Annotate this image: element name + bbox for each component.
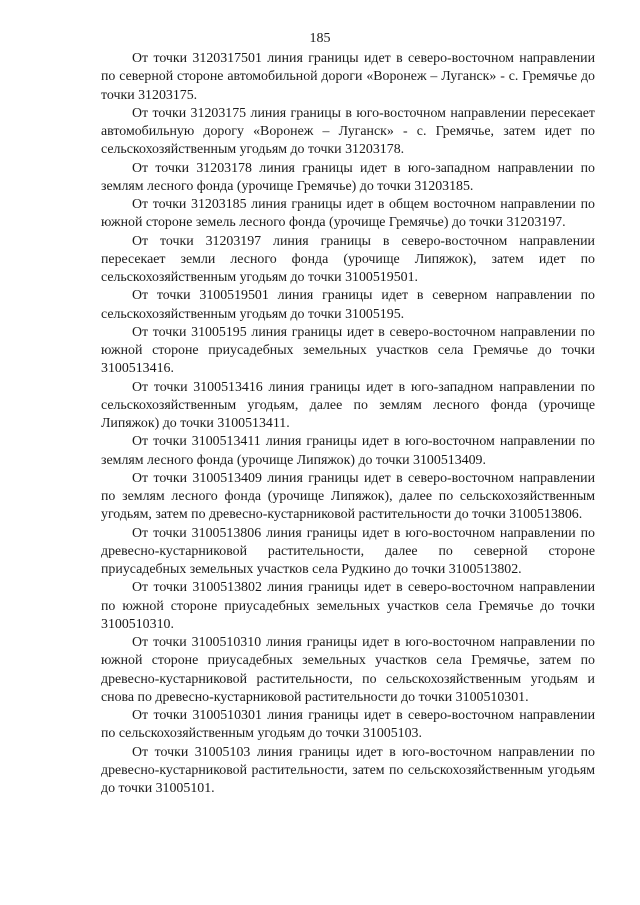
paragraph: От точки 31005195 линия границы идет в северо-восточном направлении по южной стороне приусадебных земельных участков села Гремячье до точки 3100513416. bbox=[101, 324, 595, 377]
paragraph: От точки 3100510301 линия границы идет в северо-восточном направлении по сельскохозяйственным угодьям до точки 31005103. bbox=[101, 708, 595, 742]
paragraph: От точки 31203197 линия границы в северо-восточном направлении пересекает земли лесного фонда (урочище Липяжок), затем идет по сельскохозяйственным угодьям до точки 3100519501. bbox=[101, 233, 595, 285]
paragraph: От точки 3100513409 линия границы идет в северо-восточном направлении по землям лесного фонда (урочище Липяжок), далее по сельскохозяйственным угодьям, затем по древесно-кустарниковой растительности до точки 3100513806. bbox=[101, 470, 595, 523]
paragraph: От точки 3100513411 линия границы идет в юго-восточном направлении по землям лесного фонда (урочище Липяжок) до точки 3100513409. bbox=[101, 434, 595, 468]
paragraph: От точки 3100510310 линия границы идет в юго-восточном направлении по южной стороне приусадебных земельных участков села Гремячье, затем по древесно-кустарниковой растительности, по сельскохозяйственным угодьям и снова по древесно-кустарниковой растительности до точки 3100510301. bbox=[101, 635, 595, 705]
paragraph: От точки 3100519501 линия границы идет в северном направлении по сельскохозяйственным угодьям до точки 31005195. bbox=[101, 288, 595, 322]
paragraph: От точки 3120317501 линия границы идет в северо-восточном направлении по северной стороне автомобильной дороги «Воронеж – Луганск» - с. Гремячье до точки 31203175. bbox=[101, 51, 595, 103]
document-body bbox=[101, 50, 595, 798]
paragraph: От точки 31203175 линия границы в юго-восточном направлении пересекает автомобильную дорогу «Воронеж – Луганск» - с. Гремячье, затем идет по сельскохозяйственным угодьям до точки 31203178. bbox=[101, 105, 595, 158]
paragraph: От точки 31203178 линия границы идет в юго-западном направлении по землям лесного фонда (урочище Гремячье) до точки 31203185. bbox=[101, 160, 595, 194]
paragraph: От точки 3100513806 линия границы идет в юго-восточном направлении по древесно-кустарниковой растительности, далее по северной стороне приусадебных земельных участков села Рудкино до точки 3100513802. bbox=[101, 525, 595, 577]
paragraph: От точки 31005103 линия границы идет в юго-восточном направлении по древесно-кустарниковой растительности, затем по сельскохозяйственным угодьям до точки 31005101. bbox=[101, 744, 595, 796]
paragraph: От точки 3100513802 линия границы идет в северо-восточном направлении по южной стороне приусадебных земельных участков села Гремячье до точки 3100510310. bbox=[101, 580, 595, 632]
paragraph: От точки 31203185 линия границы идет в общем восточном направлении по южной стороне земель лесного фонда (урочище Гремячье) до точки 31203197. bbox=[101, 197, 595, 231]
paragraph: От точки 3100513416 линия границы идет в юго-западном направлении по сельскохозяйственным угодьям, далее по землям лесного фонда (урочище Липяжок) до точки 3100513411. bbox=[101, 379, 595, 431]
page-number: 185 bbox=[309, 31, 331, 46]
